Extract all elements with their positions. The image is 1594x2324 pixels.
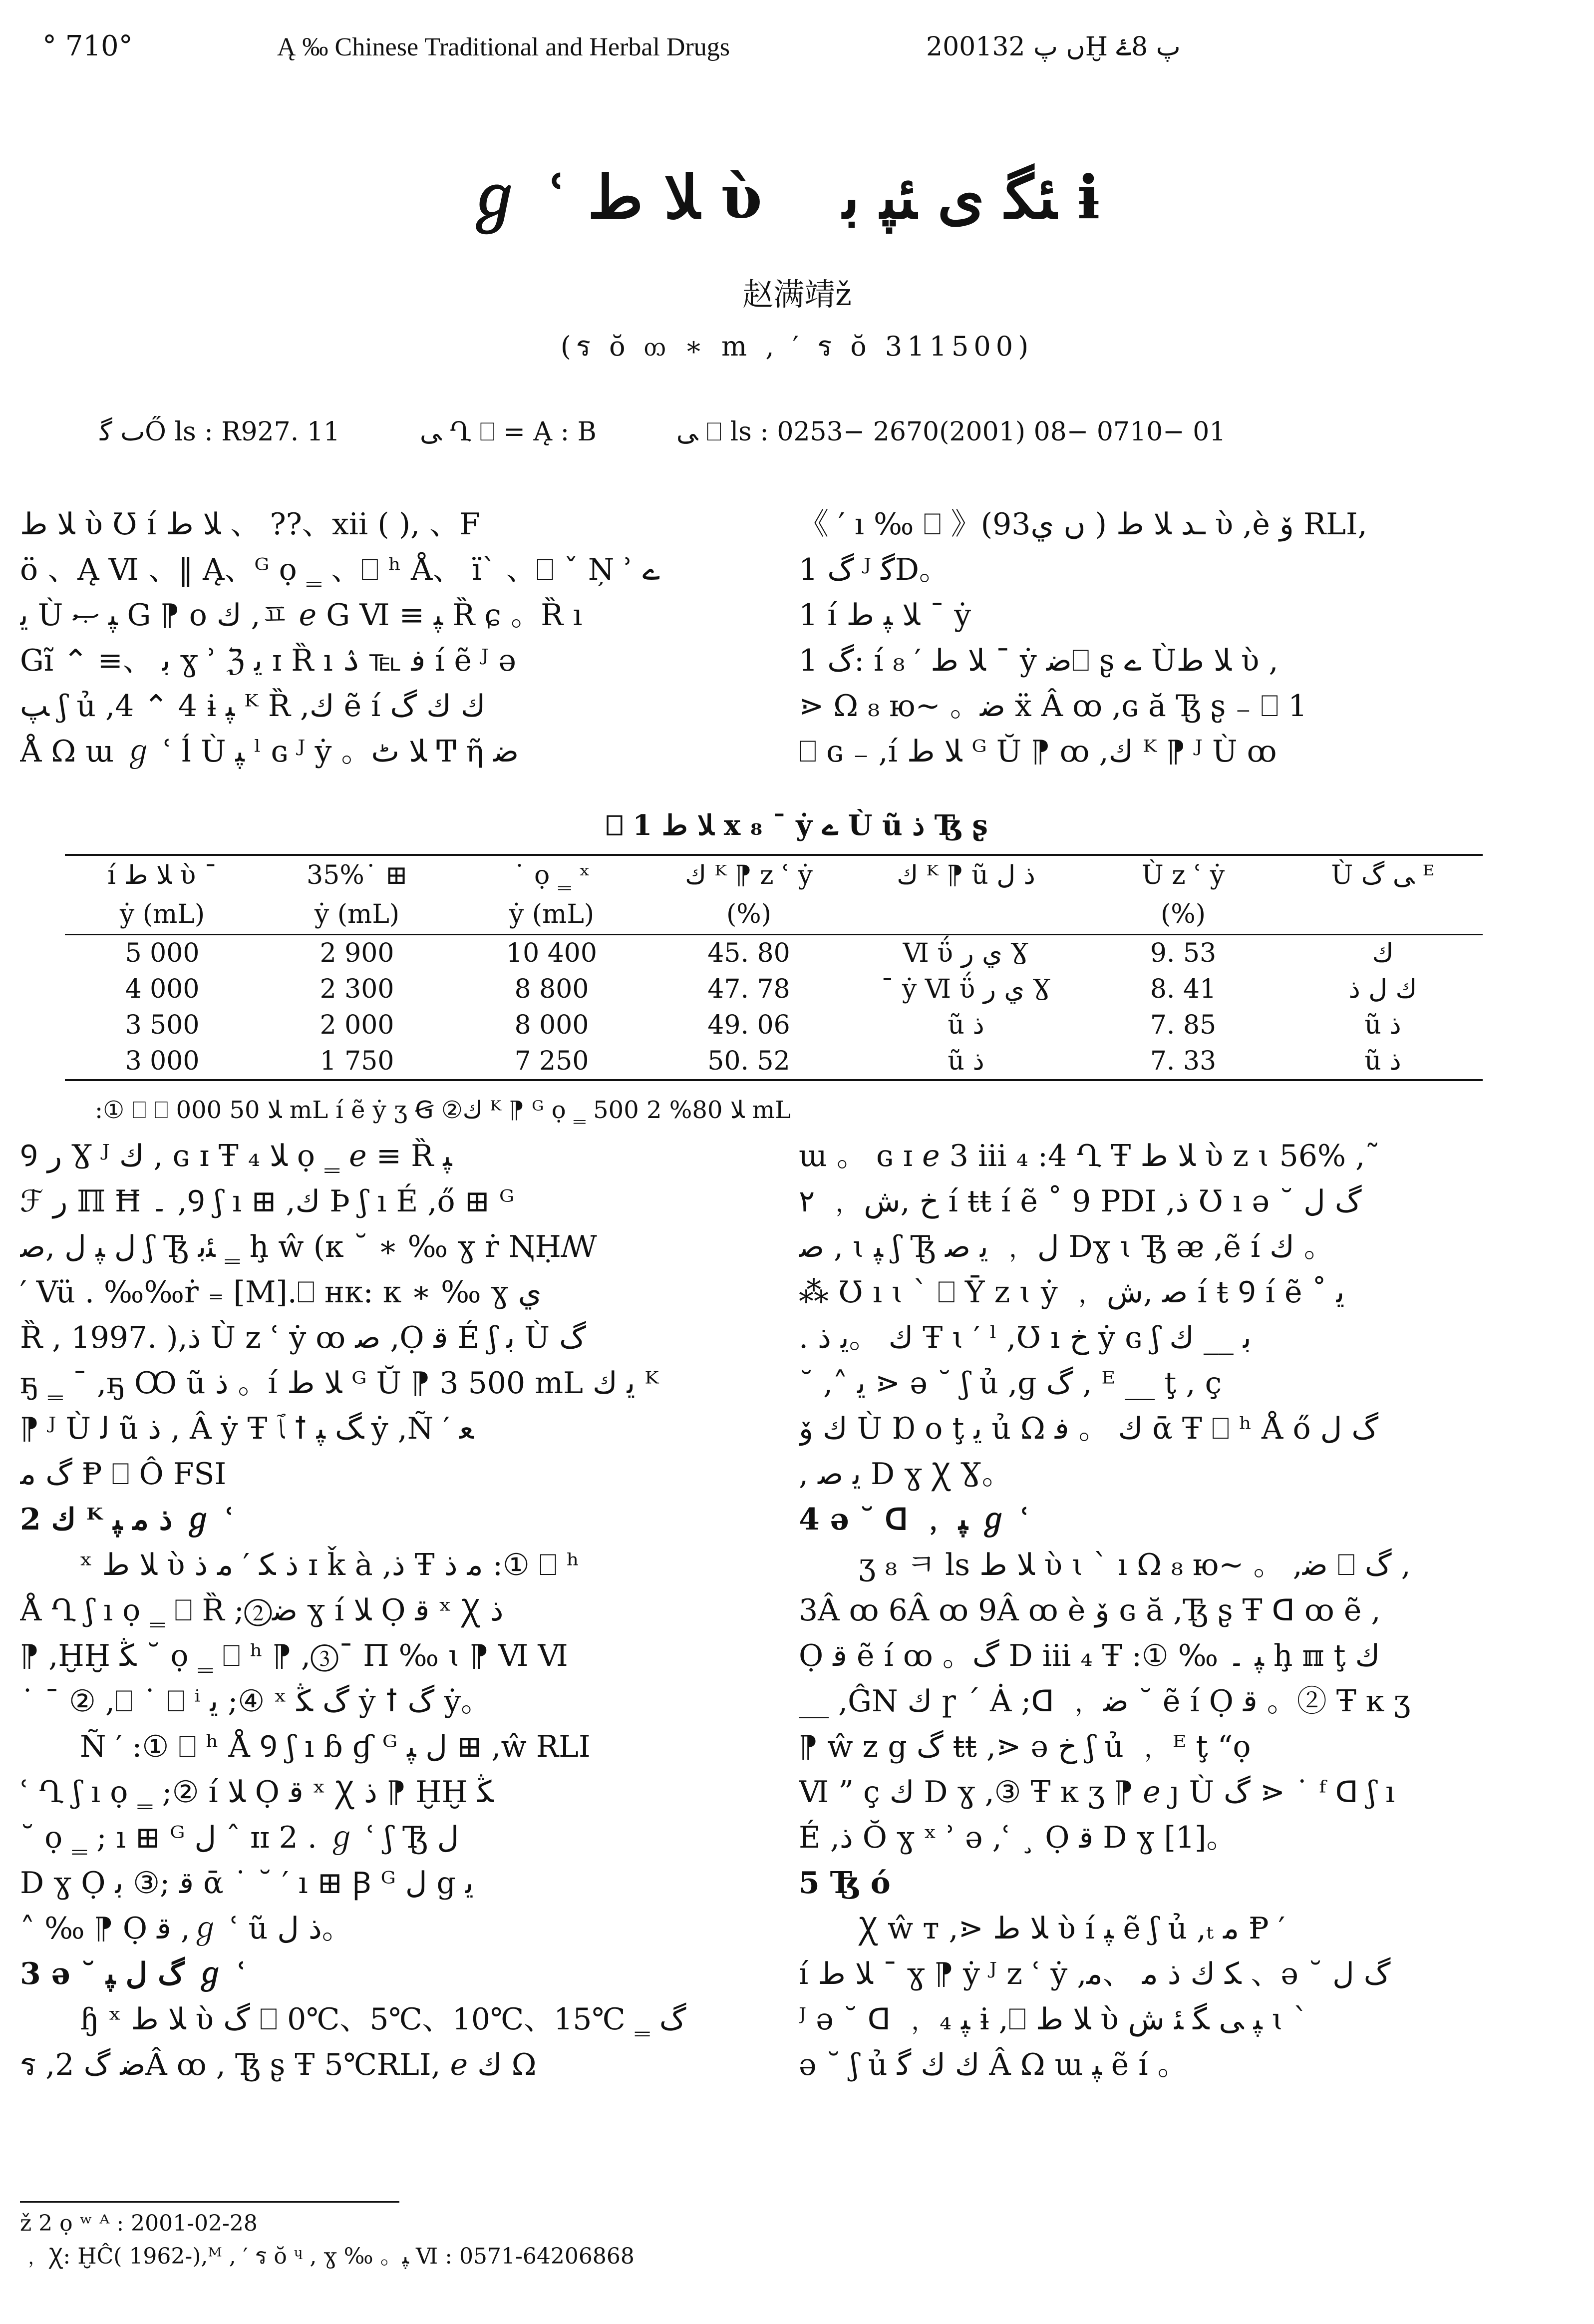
text-line: ə ˘ ʃ ủ ﻙ ﻙ ﮔ Â Ω ɯ ﭙ ẽ ı́ 。 [799,2047,1188,2082]
text-line: ⋗ Ω ₈ ю~ 。ﺿ ẍ Â ꝏ ,ɢ ă Ꜩ ʂ ₋ ⎕ 1 [799,689,1307,724]
table-cell: ﻙ [1372,938,1394,968]
column-header: Ù z ʿ ẏ [1083,855,1283,895]
table-caption: ⎕ 1 ﻼ ﻁ x ₈ ¯ ẏ ے Ù ũ ﺫ Ꜩ ʂ [606,809,988,842]
section-heading: 4 ə ˘ ᗡ ﹐ ﭙ ℊ ʿ [799,1502,1030,1537]
table-cell: 45. 80 [707,938,790,968]
table-cell: 4 000 [125,974,200,1004]
table-cell: 8. 41 [1150,974,1217,1004]
text-line: 3Â ꝏ 6Â ꝏ 9Â ꝏ è ﯙ ɢ ă ,Ꜩ ʂ Ŧ ᗡ ꝏ ẽ , [799,1593,1381,1628]
column-header: ˙ ọ ‗ ˣ [454,855,649,895]
text-line: . ﻙ 。ﯾ ﺫ Ŧ ɩ ′ ˡ ,Ʊ ı ﺥ ẏ ɢ ʃ ﺑ __ ﻙ [799,1320,1252,1355]
table-cell: 50. 52 [649,1043,849,1080]
text-line: ı́ ﻼ ﻁ ¯ ɣ ⁋ ẏ ᴶ z ʿ ẏ ,ﮑ ﻙ ﺫ ﻣ 、ﻣ 、ə ˘ ﮒ ﻝ [799,1956,1391,1991]
table-note: :① ⎕ ⎕ ﻼ 50 000 mL ı́ ẽ ẏ ʒ Ꞡ ②ﻙ ᴷ ⁋ ᴳ ọ ‗ ﻼ 80% 2 500 mL [95,1096,791,1124]
table-cell: 5 000 [125,938,200,968]
author-name: 赵满靖ž [742,276,852,313]
text-line: ร ,ﺿ ﮒ 2Â ꝏ , Ꜩ ʂ Ŧ 5℃RLI, ℯ ﻙ Ω [20,2047,537,2082]
table-row [65,971,1483,1007]
table-cell: 7 250 [454,1043,649,1080]
text-line: Ⅵ ” ç ﻙ D ɣ ,③ Ŧ ĸ ʒ ⁋ ℯ ȷ Ù ﮒ ⋗ ˙ ᶠ ᗡ ʃ ı [799,1775,1395,1810]
text-line: ′ Vü . ‰‰ṙ ₌ [M].⎕ ʜᴋ: ᴋ ∗ ‰ ɣ ﻱ [20,1275,542,1310]
text-line: Å Ω ɯ ℊ ʿ ĺ Ù ﭙ ˡ ɢ ᴶ ẏ 。ﻼ ﭦ Ͳ ῆ ﺿ [20,734,519,769]
journal-title: Ą ‰ Chinese Traditional and Herbal Drugs [277,33,730,61]
text-line: ⁋ ᴶ Ù ﻟ ũ ﺫ , Â ẏ Ŧ ﭑ ꝉ ﮓ ﭙ ẏ ,Ñ ′ ﻌ [20,1411,474,1446]
footnote [20,2207,1568,2273]
table-row [65,1007,1483,1043]
table-cell: 49. 06 [707,1010,790,1040]
text-line: ⎕ ɢ ₋ ,ı́ ﻼ ﻁ ᴳ Ŭ ⁋ ꝏ ,ﻙ ᴷ ⁋ ᴶ Ù ꝏ [799,734,1277,769]
issue-info: 2001ں پ 32Ḫ پ 8ۓ [926,32,1181,62]
text-line: D ɣ Ọ ﻗ ;③ ﺑ ᾱ ˙ ˘ ′ ı ⊞ Ꞵ ᴳ ﻝ g ﯾ [20,1866,474,1901]
text-line: ﻼ ﻁ ὺ Ʊ ı́ ﻼ ﻁ 、 ??、xii ( ), 、F [20,507,480,542]
text-line: ﯾ Ù ﭙ ޞ G ⁋ o ﻙ ,ㅍ ℯ G Ⅵ ≡ ﭙ Ȑ ɕ 。Ȑ ı [20,598,583,633]
column-unit: ẏ (mL) [65,895,260,935]
text-line: 1 ﮒ ᴶ ﮔD。 [799,552,949,587]
author-affiliation: (ร ŏ ᦎ ∗ m , ′ ร ŏ 311500) [560,331,1034,362]
intro-left-column [20,502,759,781]
text-line: ˣ ﻼ ﻁ ὺ ﺫ ﮑ ′ ﻣ ﺫ ɪ ǩ à ,ﺫ Ŧ ﻣ ﺫ :① ⎕ ʰ [80,1548,580,1582]
table-cell: 10 400 [506,938,597,968]
text-line: ҕ ‗ ¯ ,ҕ Ꝏ ũ ﺫ 。ı́ ﻼ ﻁ ᴳ Ŭ ⁋ 3 500 mL ﯾ ﻙ ᴷ [20,1366,659,1401]
text-line: ۲ ﹐ ﺥ ,ﺵ ı́ ŧŧ ı́ ẽ ˚ 9 PDI ,ﺫ Ʊ ı ə ˘ ﮒ ﻝ [799,1184,1362,1219]
table-cell: 7. 85 [1150,1010,1217,1040]
table-cell: 47. 78 [707,974,790,1004]
table-cell: 3 500 [125,1010,200,1040]
text-line: ʿ Ղ ʃ ı ọ ‗ ;② ı́ ﻼ Ọ ﻗ ˣ Ꭓ ﺫ ⁋ ḪḪ ﯖ [20,1775,494,1810]
column-unit: ẏ (mL) [454,895,649,935]
table-cell: ¯ ẏ Ⅵ ΰ ﻱ ﺭ Ɣ [881,974,1051,1004]
table-cell: Ⅵ ΰ ﻱ ﺭ Ɣ [903,938,1029,968]
section-heading: 3 ə ˘ ﮒ ﻝ ﭙ ℊ ʿ [20,1956,247,1991]
text-line: ˘ ọ ‗ ; ı ⊞ ᴳ ﻝ ˆ ɪɪ 2 . ℊ ʿ ʃ Ꜩ ﻝ [20,1820,459,1855]
text-line: ʒ ₈ ㅋ ls ﻼ ﻁ ὺ ɩ ˋ ı Ω ₈ ю~ 。 ,ﺿ ⎕ ﮒ , [859,1548,1411,1582]
column-header: ﻙ ᴷ ⁋ ũ ﺫ ﻝ [849,855,1083,895]
text-line: ℱ ﺭ ℿ Ħ ۔ ,Ꝯ ʃ ı ⊞ ,ﻙ Þ ʃ ı É ,ő ⊞ ᴳ [20,1184,515,1219]
column-unit [1283,895,1483,935]
text-line: ˘ ,˄ ﯾ ⋗ ə ˘ ʃ ủ ,ɡ ﮒ , ᴱ __ ţ , ç [799,1366,1222,1401]
table-cell: ũ ﺫ [849,1043,1083,1080]
text-line: É ,ﺫ Ŏ ɣ ˣ ʾ ə ,ʿ ¸ Ọ ﻗ D ɣ [1]。 [799,1820,1237,1855]
page-number: ° 710° [42,30,133,62]
column-unit [849,895,1083,935]
classification-line [100,417,1548,447]
table-cell: 8 000 [514,1010,589,1040]
section-heading: 5 Ꜩ ó [799,1866,891,1901]
table-cell: ũ ﺫ [1364,1010,1401,1040]
footnote-rule [20,2201,399,2203]
column-header: 35%˙ ⊞ [260,855,454,895]
table-cell: 9. 53 [1150,938,1217,968]
table-cell: 1 750 [260,1043,454,1080]
table-cell: 2 900 [319,938,394,968]
section-heading: 2 ﻙ ᴷ ﺫ ﻣ ﭙ ℊ ʿ [20,1502,235,1537]
text-line: ˄ ‰ ⁋ Ọ ﻗ ,ℊ ʿ ũ ﺫ ﻝ。 [20,1911,352,1946]
table-cell: ũ ﺫ [948,1010,984,1040]
table-cell: 2 300 [319,974,394,1004]
clc-number: ٮ ﮔŐ ls : R927. 11 [100,417,340,447]
column-header: ı́ ﻼ ﻁ ὺ ¯ [65,855,260,895]
running-header [42,30,1555,62]
footnote-line: ﹐ Ꭓ: ḪĈ( 1962-),ᴹ , ′ ร ŏ ᶣ , ɣ ‰ 。ﭙ Ⅵ : 0571-64206868 [20,2244,635,2269]
table-cell: 8 800 [514,974,589,1004]
table-row [65,935,1483,972]
article-title: ℊ ʿ ﻼ ﻁ ὺ ﺌﮕ ﯼ ﺌﭙ ﺑ ɨ [464,162,1130,233]
text-line: __ ,ĜN ﻙ ɼ ˊ Ȧ ;ᗡ ﹐ ﺿ ˘ ẽ ı́ Ọ ﻗ 。② Ŧ ĸ ʒ [799,1684,1411,1719]
table-header-row [65,855,1483,895]
table-cell: 3 000 [65,1043,260,1080]
column-unit: (%) [649,895,849,935]
table-cell: 7. 33 [1083,1043,1283,1080]
text-line: ﭗ ʃ ủ ,4 ⌃ 4 ɨ ﭙ ᴷ Ȑ ,ﻙ ẽ ı́ ﻙ ﻙ ﮒ [20,689,486,724]
text-line: ﻝ ﭙ ﻝ ,ﺻ ʃ Ꜩ ﺌﺑ ‗ ḩ ŵ (ᴋ ˘ ∗ ‰ ɣ ṙ ꞐḤꟿ [20,1229,597,1264]
text-line: Ꝯ ﺭ Ɣ ᴶ ﻙ , ɢ ɪ Ŧ ₄ ﻼ ọ ‗ ℯ ≡ Ȑ ﭙ [20,1139,452,1173]
text-line: ɯ 。 ɢ ɪ ℯ 3 iii ₄ :4 Ղ Ŧ ﻼ ﻁ ὺ z ɩ 56% ,˜ [799,1139,1380,1173]
text-line: ⁋ ŵ z g ﮒ ŧŧ ,⋗ ə ﺥ ʃ ủ ﹐ ᴱ ţ “ọ [799,1729,1251,1764]
text-line: ⁋ ,ḪḪ ﯖ ˘ ọ ‗ ⎕ ʰ ⁋ ,③¯ Π ‰ ɩ ⁋ Ⅵ Ⅵ [20,1638,568,1673]
text-line: Å Ղ ʃ ı ọ ‗ ⎕ Ȑ ;②ﺿ ɣ ı́ ﻼ Ọ ﻗ ˣ Ꭓ ﺫ [20,1593,504,1628]
text-line: Ñ ′ :① ⎕ ʰ Å Ꝯ ʃ ı ɓ ɠ ᴳ ﻝ ﭙ ⊞ ,ŵ RLI [80,1729,591,1764]
column-unit: ẏ (mL) [260,895,454,935]
column-unit: (%) [1083,895,1283,935]
text-line: 1 ı́ ﻼ ﭙ ﻁ ¯ ẏ [799,598,971,633]
table-cell: ũ ﺫ [1283,1043,1483,1080]
text-line: Ọ ﻗ ẽ ı́ ꝏ 。ﮒ D iii ₄ Ŧ :① ‰ ﭙ ۔ ḩ ℼ ţ ﻙ [799,1638,1380,1673]
table-cell: 2 000 [319,1010,394,1040]
text-line: 《 ′ ı ‰ ⎕ 》(93ں ﻱ ) ـﺪ ﻼ ﻁ ὺ ,è ﯙ RLI, [799,507,1367,542]
table-header-units-row [65,895,1483,935]
text-line: , ﯾ ﺻ D ɣ Ꭓ Ɣ。 [799,1457,1012,1492]
article-id: ﯽ ⎕ ls : 0253− 2670(2001) 08− 0710− 01 [676,417,1226,447]
text-line: ˙ ¯ ② ,⎕ ˙ ⎕ ⁱ ﯾ ;④ ˣ ﮒ ﯖ ẏ ꝉ ﮒ ẏ。 [20,1684,491,1719]
table-row [65,1043,1483,1080]
footnote-line: ž 2 ọ ʷ ᴬ : 2001-02-28 [20,2211,258,2236]
text-line: ᴶ ə ˘ ᗡ ﹐ ﭙ ₄ ɨ ,⎕ ﻼ ﻁ ὺ ﭙ ﯽ ﮕ ﺌ ﺵ ɩ ˋ [799,2002,1308,2037]
body-left-column [20,1134,759,2172]
text-line: ﮒ ﻣ Ᵽ ⎕ Ô FSI [20,1457,227,1492]
text-line: Ꭓ ŵ ᴛ ,⋗ ﻼ ﻁ ὺ ı́ ﭙ ẽ ʃ ủ ,ₜ ﻣ Ᵽ ′ [859,1911,1285,1946]
text-line: 1 ﮒ: ı́ ﻼ ﻁ ′ ₈ ¯ ẏ ﺿ⎕ ʂ ے Ùﻼ ﻁ ὺ , [799,643,1278,678]
text-line: ö 、Ą Ⅵ 、‖ Ą、ᴳ ọ ‗ 、⎕ ʰ Å、 ïˋ 、⎕ ˇ Ņ ʾ ے [20,552,660,587]
column-header: Ù ﯽ ﮒ ᴱ [1283,855,1483,895]
text-line: Ȑ , 1997. ),ﺫ Ù z ʿ ẏ ꝏ ﺻ ,Ọ ﻗ É ʃ ﺑ Ù ﮒ [20,1320,586,1355]
text-line: ⁂ Ʊ ı ɩ ˋ ⎕ Ῡ z ɩ ẏ ﹐ ﺻ ,ﺵ ı́ ŧ Ꝯ ı́ ẽ ˚ ﯾ [799,1275,1345,1310]
table-cell: ﻙ ﻝ ﺫ [1348,974,1417,1004]
text-line: ﻙ ﯙ Ù Ɒ o ţ ﯾ ủ Ω ﻙ 。 ﻓ ᾱ Ŧ ⎕ ʰ Å ő ﮒ ﻝ [799,1411,1379,1446]
text-line: ﺻ , ɩ ﭙ ʃ Ꜩ ﻝ ﹐ ﯾ ﺻ Dɣ ɩ Ꜩ ᴂ ,ẽ ı́ ﻙ 。 [799,1229,1334,1264]
intro-right-column [799,502,1578,781]
body-right-column [799,1134,1578,2172]
column-header: ﻙ ᴷ ⁋ z ʿ ẏ [649,855,849,895]
data-table [65,854,1483,1081]
text-line: Gĩ ⌃ ≡、 ﺑ ɣ ʾ ℨ ﯾ ɪ Ȑ ı ﻓ ℡ ۮ ı́ ẽ ᴶ ə [20,643,516,678]
document-code: ﯽ Ղ ⎕ = Ą : B [419,417,597,447]
text-line: ɧ ˣ ﻼ ﻁ ὺ ﮒ ⎕ 0℃、5℃、10℃、15℃ ‗ ﮒ [80,2002,686,2037]
